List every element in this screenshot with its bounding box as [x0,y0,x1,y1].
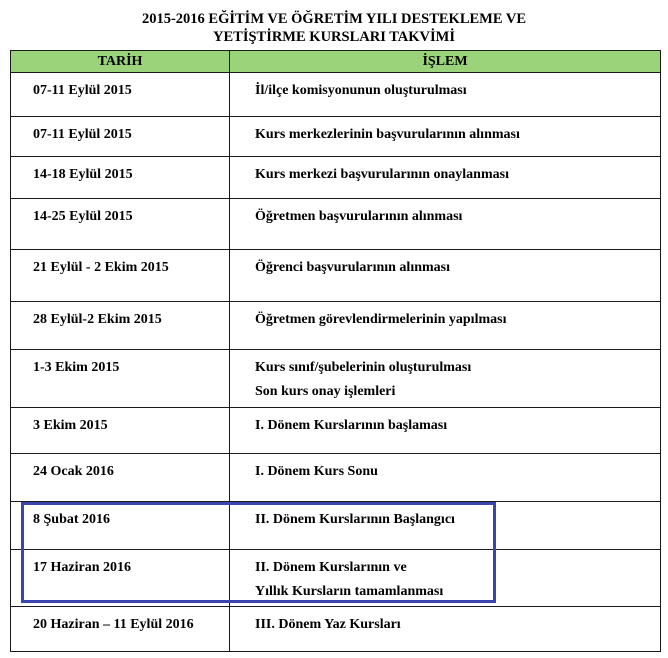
date-cell [11,454,230,502]
date-text: 3 Ekim 2015 [33,418,108,433]
date-text: 8 Şubat 2016 [33,512,111,527]
operation-text: II. Dönem Kurslarının ve [255,560,407,575]
operation-cell [230,199,661,250]
table-row [11,502,661,550]
table-row [11,157,661,199]
date-cell [11,199,230,250]
date-text: 14-18 Eylül 2015 [33,167,133,182]
operation-cell [230,302,661,350]
operation-text: Kurs merkezlerinin başvurularının alınması [255,127,520,142]
date-cell [11,607,230,652]
document-title-line-2: YETİŞTİRME KURSLARI TAKVİMİ [213,29,455,45]
table-row [11,199,661,250]
header-date: TARİH [11,51,230,73]
operation-text: II. Dönem Kurslarının Başlangıcı [255,512,455,527]
date-cell [11,550,230,607]
operation-text: I. Dönem Kurs Sonu [255,464,378,479]
operation-text: Öğretmen başvurularının alınması [255,209,463,224]
operation-cell [230,73,661,117]
course-calendar-table [10,50,661,652]
date-cell [11,73,230,117]
operation-text: Öğrenci başvurularının alınması [255,260,450,275]
operation-text: III. Dönem Yaz Kursları [255,617,401,632]
operation-text: Kurs sınıf/şubelerinin oluşturulması [255,360,472,375]
operation-text: Öğretmen görevlendirmelerinin yapılması [255,312,507,327]
operation-cell [230,350,661,408]
date-cell [11,408,230,454]
date-text: 20 Haziran – 11 Eylül 2016 [33,617,194,632]
operation-text: Yıllık Kursların tamamlanması [255,584,444,599]
date-cell [11,250,230,302]
date-text: 17 Haziran 2016 [33,560,131,575]
date-cell [11,350,230,408]
table-row [11,302,661,350]
date-text: 07-11 Eylül 2015 [33,83,132,98]
operation-text: Son kurs onay işlemleri [255,384,396,399]
date-cell [11,117,230,157]
header-operation: İŞLEM [230,51,661,73]
date-text: 1-3 Ekim 2015 [33,360,120,375]
date-text: 21 Eylül - 2 Ekim 2015 [33,260,169,275]
table-header-row [11,51,661,73]
table-row [11,350,661,408]
document-title-line-1: 2015-2016 EĞİTİM VE ÖĞRETİM YILI DESTEKLEME VE [141,11,527,27]
table-row [11,607,661,652]
operation-cell [230,454,661,502]
table-row [11,408,661,454]
operation-text: I. Dönem Kurslarının başlaması [255,418,448,433]
operation-cell [230,607,661,652]
operation-cell [230,250,661,302]
operation-cell [230,408,661,454]
operation-cell [230,157,661,199]
operation-cell [230,550,661,607]
date-cell [11,502,230,550]
date-text: 14-25 Eylül 2015 [33,209,133,224]
operation-cell [230,502,661,550]
date-text: 24 Ocak 2016 [33,464,114,479]
table-row [11,550,661,607]
table-row [11,454,661,502]
date-cell [11,302,230,350]
date-cell [11,157,230,199]
date-text: 28 Eylül-2 Ekim 2015 [33,312,162,327]
date-text: 07-11 Eylül 2015 [33,127,132,142]
table-row [11,117,661,157]
operation-text: Kurs merkezi başvurularının onaylanması [255,167,509,182]
table-row [11,250,661,302]
operation-cell [230,117,661,157]
operation-text: İl/ilçe komisyonunun oluşturulması [255,83,467,98]
table-row [11,73,661,117]
